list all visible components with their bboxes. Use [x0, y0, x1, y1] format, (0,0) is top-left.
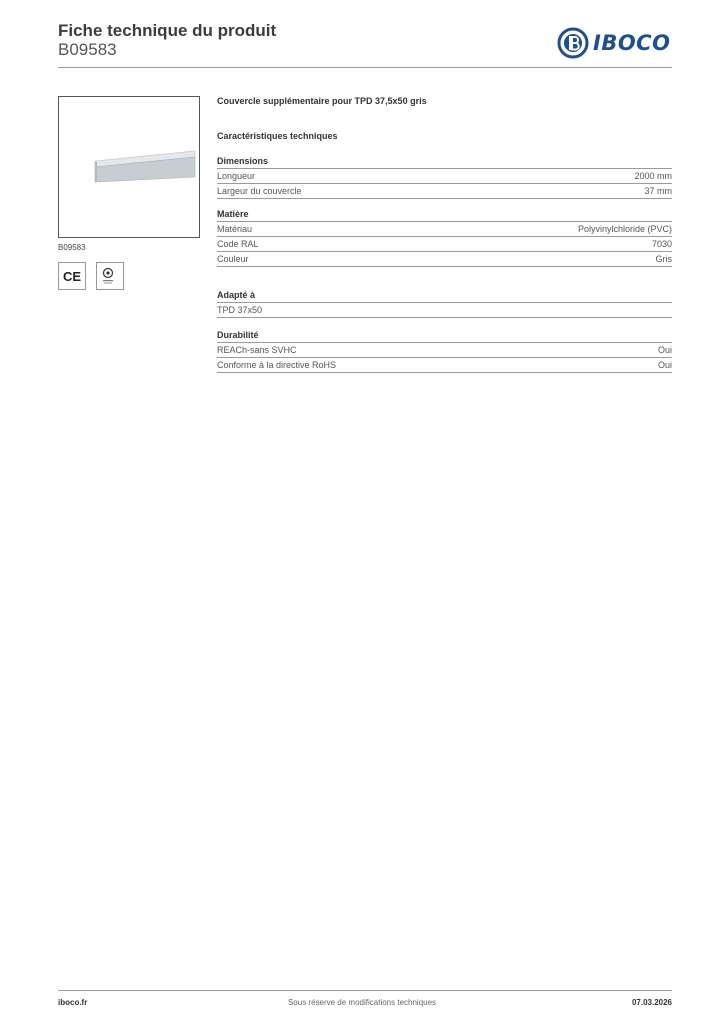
spec-value: Oui — [657, 345, 672, 355]
product-image — [58, 96, 200, 238]
page-title: Fiche technique du produit — [58, 21, 277, 40]
spec-row — [217, 303, 672, 318]
certification-icon — [96, 262, 124, 290]
footer-notice: Sous réserve de modifications techniques — [287, 998, 437, 1007]
spec-value: 37 mm — [644, 186, 672, 196]
spec-value: Gris — [655, 254, 672, 264]
footer-divider — [58, 990, 672, 991]
group-heading-dimensions: Dimensions — [217, 156, 269, 166]
group-heading-adapte: Adapté à — [217, 290, 256, 300]
spec-label: Code RAL — [217, 239, 259, 249]
product-image-caption: B09583 — [58, 243, 86, 252]
spec-label: Matériau — [217, 224, 253, 234]
logo-text: IBOCO — [593, 31, 671, 55]
product-name: Couvercle supplémentaire pour TPD 37,5x50 gris — [217, 96, 427, 106]
cable-duct-cover-image — [59, 97, 199, 237]
iboco-logo — [557, 27, 670, 59]
spec-row — [217, 252, 672, 267]
spec-value: 2000 mm — [634, 171, 672, 181]
spec-value: 7030 — [651, 239, 672, 249]
spec-group-dimensions — [217, 156, 672, 199]
spec-row — [217, 222, 672, 237]
product-code-heading: B09583 — [58, 40, 117, 59]
ce-mark-text: CE — [62, 268, 82, 284]
spec-label: REACh-sans SVHC — [217, 345, 297, 355]
group-heading-durabilite: Durabilité — [217, 330, 259, 340]
spec-label: Longueur — [217, 171, 256, 181]
spec-group-durabilite — [217, 330, 672, 373]
ce-mark-icon — [58, 262, 86, 290]
spec-row — [217, 184, 672, 199]
spec-value: Polyvinylchloride (PVC) — [577, 224, 672, 234]
group-heading-matiere: Matière — [217, 209, 249, 219]
spec-heading: Caractéristiques techniques — [217, 131, 338, 141]
spec-row — [217, 358, 672, 373]
spec-label: TPD 37x50 — [217, 305, 263, 315]
footer-date: 07.03.2026 — [631, 998, 672, 1007]
spec-row — [217, 237, 672, 252]
certification-seal-icon — [99, 265, 121, 287]
spec-row — [217, 343, 672, 358]
iboco-logo-icon — [557, 27, 589, 59]
spec-row — [217, 169, 672, 184]
spec-label: Largeur du couvercle — [217, 186, 302, 196]
spec-label: Conforme à la directive RoHS — [217, 360, 337, 370]
spec-group-adapte — [217, 290, 672, 318]
header-divider — [58, 67, 672, 68]
spec-value: Oui — [657, 360, 672, 370]
footer-website-link[interactable]: iboco.fr — [58, 998, 88, 1007]
spec-label: Couleur — [217, 254, 249, 264]
spec-group-matiere — [217, 209, 672, 267]
